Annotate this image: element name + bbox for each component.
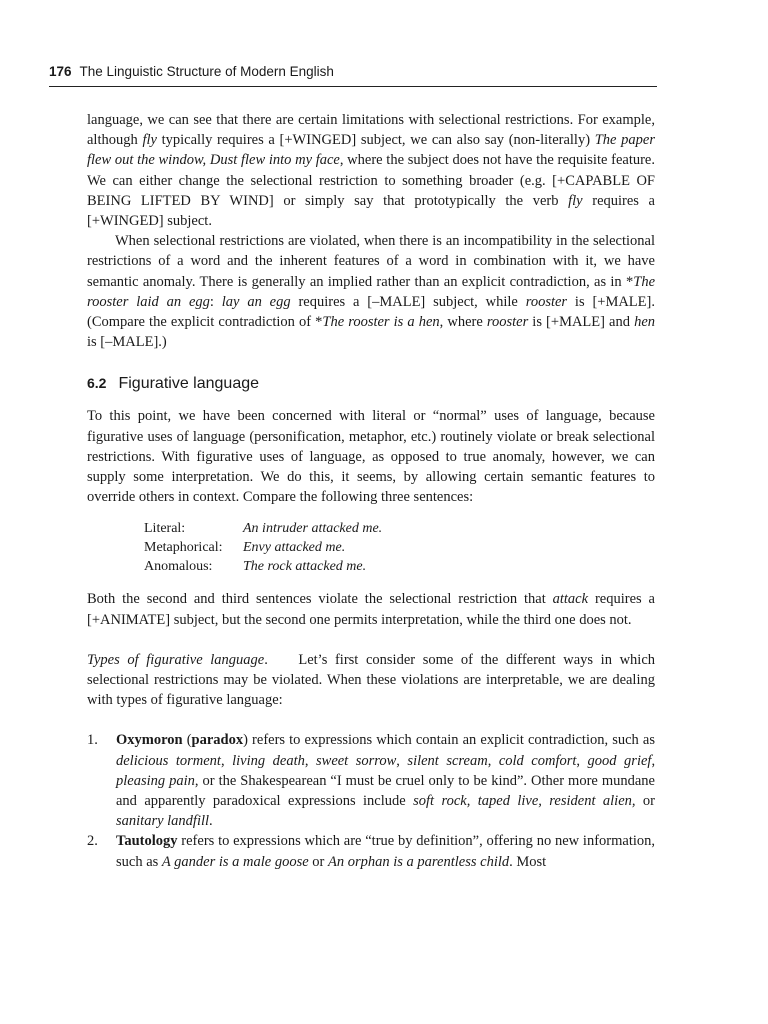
- italic-term: rooster: [486, 314, 529, 331]
- example-sentence: An intruder attacked me.: [243, 521, 383, 537]
- italic-term: fly: [142, 132, 157, 149]
- list-item-text: [116, 831, 655, 871]
- example-row: [144, 557, 655, 576]
- text: or: [308, 853, 329, 870]
- text: ,: [304, 752, 316, 769]
- section-title: Figurative language: [118, 375, 260, 393]
- list-number: 2.: [87, 833, 98, 850]
- example-sentences: [144, 519, 655, 576]
- bold-term: Oxymoron: [116, 732, 183, 749]
- text: (: [182, 732, 192, 749]
- text: .: [209, 813, 213, 830]
- running-header: [49, 62, 657, 87]
- text: refers to expressions which are “true by definition”, offering no new information, such as: [116, 833, 655, 870]
- text: , where the subject does not have the requisite feature. We can either change the selectional restriction to something broader (e.g. [+CAPABLE OF BEING LIFTED BY WIND] or simply say that prototypically the verb: [87, 152, 655, 209]
- italic-example: The rooster is a hen: [322, 314, 440, 331]
- italic-term: lay an egg: [221, 293, 291, 310]
- text: ) refers to expressions which contain an explicit contradiction, such as: [243, 732, 655, 749]
- italic-example: silent scream: [407, 752, 488, 769]
- italic-term: attack: [552, 591, 589, 608]
- italic-example: The paper flew out the window, Dust flew into my face: [87, 132, 655, 169]
- text: ,: [487, 752, 499, 769]
- text: , or the Shakespearean “I must be cruel only to be kind”. Other more mundane and apparently paradoxical expressions include: [116, 772, 655, 810]
- text: is [+MALE]. (Compare the explicit contradiction of *: [87, 293, 655, 331]
- italic-example: pleasing pain: [116, 772, 195, 789]
- text: ,: [220, 752, 233, 769]
- italic-term: rooster: [525, 293, 568, 310]
- list-item-oxymoron: [87, 730, 655, 831]
- text: requires a [+WINGED] subject.: [87, 192, 655, 230]
- spacer: [87, 710, 655, 730]
- paragraph-5: [87, 650, 659, 711]
- paragraph-2: [87, 231, 655, 352]
- example-sentence: Envy attacked me.: [243, 540, 346, 556]
- text: ,: [396, 752, 408, 769]
- italic-example: The rooster laid an egg: [87, 273, 655, 310]
- example-label: Literal:: [144, 521, 186, 537]
- text: . Most: [509, 853, 547, 870]
- text: :: [209, 293, 222, 310]
- paragraph-4: [87, 589, 655, 629]
- text: . Let’s first consider some of the different ways in which selectional restrictions may be violated. When these violations are interpretable, we are dealing with types of figurative language:: [87, 651, 659, 709]
- example-row: [144, 519, 655, 538]
- spacer: [87, 630, 655, 650]
- italic-example: An orphan is a parentless child: [328, 853, 510, 870]
- run-in-heading: Types of figurative language: [87, 651, 265, 668]
- italic-example: A gander is a male goose: [161, 853, 309, 870]
- text: is [–MALE].): [87, 334, 167, 351]
- paragraph-1: [87, 110, 655, 231]
- italic-term: fly: [568, 192, 583, 209]
- example-label: Metaphorical:: [144, 540, 223, 556]
- text: is [+MALE] and: [528, 314, 635, 331]
- section-number: 6.2: [87, 375, 107, 392]
- text: ,: [576, 752, 588, 769]
- italic-example: cold comfort: [498, 752, 577, 769]
- italic-example: living death: [232, 752, 305, 769]
- text: Both the second and third sentences violate the selectional restriction that: [87, 591, 553, 608]
- list-number: 1.: [87, 732, 98, 749]
- bold-term: paradox: [191, 732, 244, 749]
- italic-example: soft rock, taped live, resident alien,: [413, 793, 636, 810]
- paragraph-3: To this point, we have been concerned with literal or “normal” uses of language, because figurative uses of language (personification, metaphor, etc.) routinely violate or break selectional restrictions. With figurative uses of language, as opposed to true anomaly, however, we can supply some interpretation. We do this, it seems, by allowing certain semantic features to override others in context. Compare the following three sentences:: [87, 408, 655, 506]
- bold-term: Tautology: [116, 833, 178, 850]
- page-number: 176: [49, 64, 72, 79]
- example-row: [144, 538, 655, 557]
- text: , where: [439, 314, 487, 331]
- book-title: The Linguistic Structure of Modern English: [79, 64, 334, 79]
- italic-example: sweet sorrow: [316, 752, 397, 769]
- italic-example: good grief: [587, 752, 652, 769]
- page-body: [87, 110, 659, 872]
- text: or: [635, 793, 655, 810]
- example-label: Anomalous:: [144, 559, 213, 575]
- italic-example: sanitary landfill: [116, 813, 210, 830]
- figurative-types-list: [87, 730, 655, 871]
- text: language, we can see that there are certain limitations with selectional restrictions. For example, although: [87, 112, 655, 149]
- text: When selectional restrictions are violated, when there is an incompatibility in the selectional restrictions of a word and the inherent features of a word in combination with it, we have semantic anomaly. There is generally an implied rather than an explicit contradiction, as in *: [87, 233, 655, 290]
- italic-example: delicious torment: [116, 752, 221, 769]
- italic-term: hen: [634, 314, 655, 331]
- text: requires a [–MALE] subject, while: [290, 293, 526, 310]
- list-item-text: [116, 730, 655, 831]
- list-item-tautology: [87, 831, 655, 871]
- section-heading: [87, 373, 655, 394]
- text: typically requires a [+WINGED] subject, we can also say (non-literally): [156, 132, 595, 149]
- example-sentence: The rock attacked me.: [243, 559, 367, 575]
- text: requires a [+ANIMATE] subject, but the second one permits interpretation, while the third one does not.: [87, 591, 655, 628]
- text: ,: [651, 752, 656, 769]
